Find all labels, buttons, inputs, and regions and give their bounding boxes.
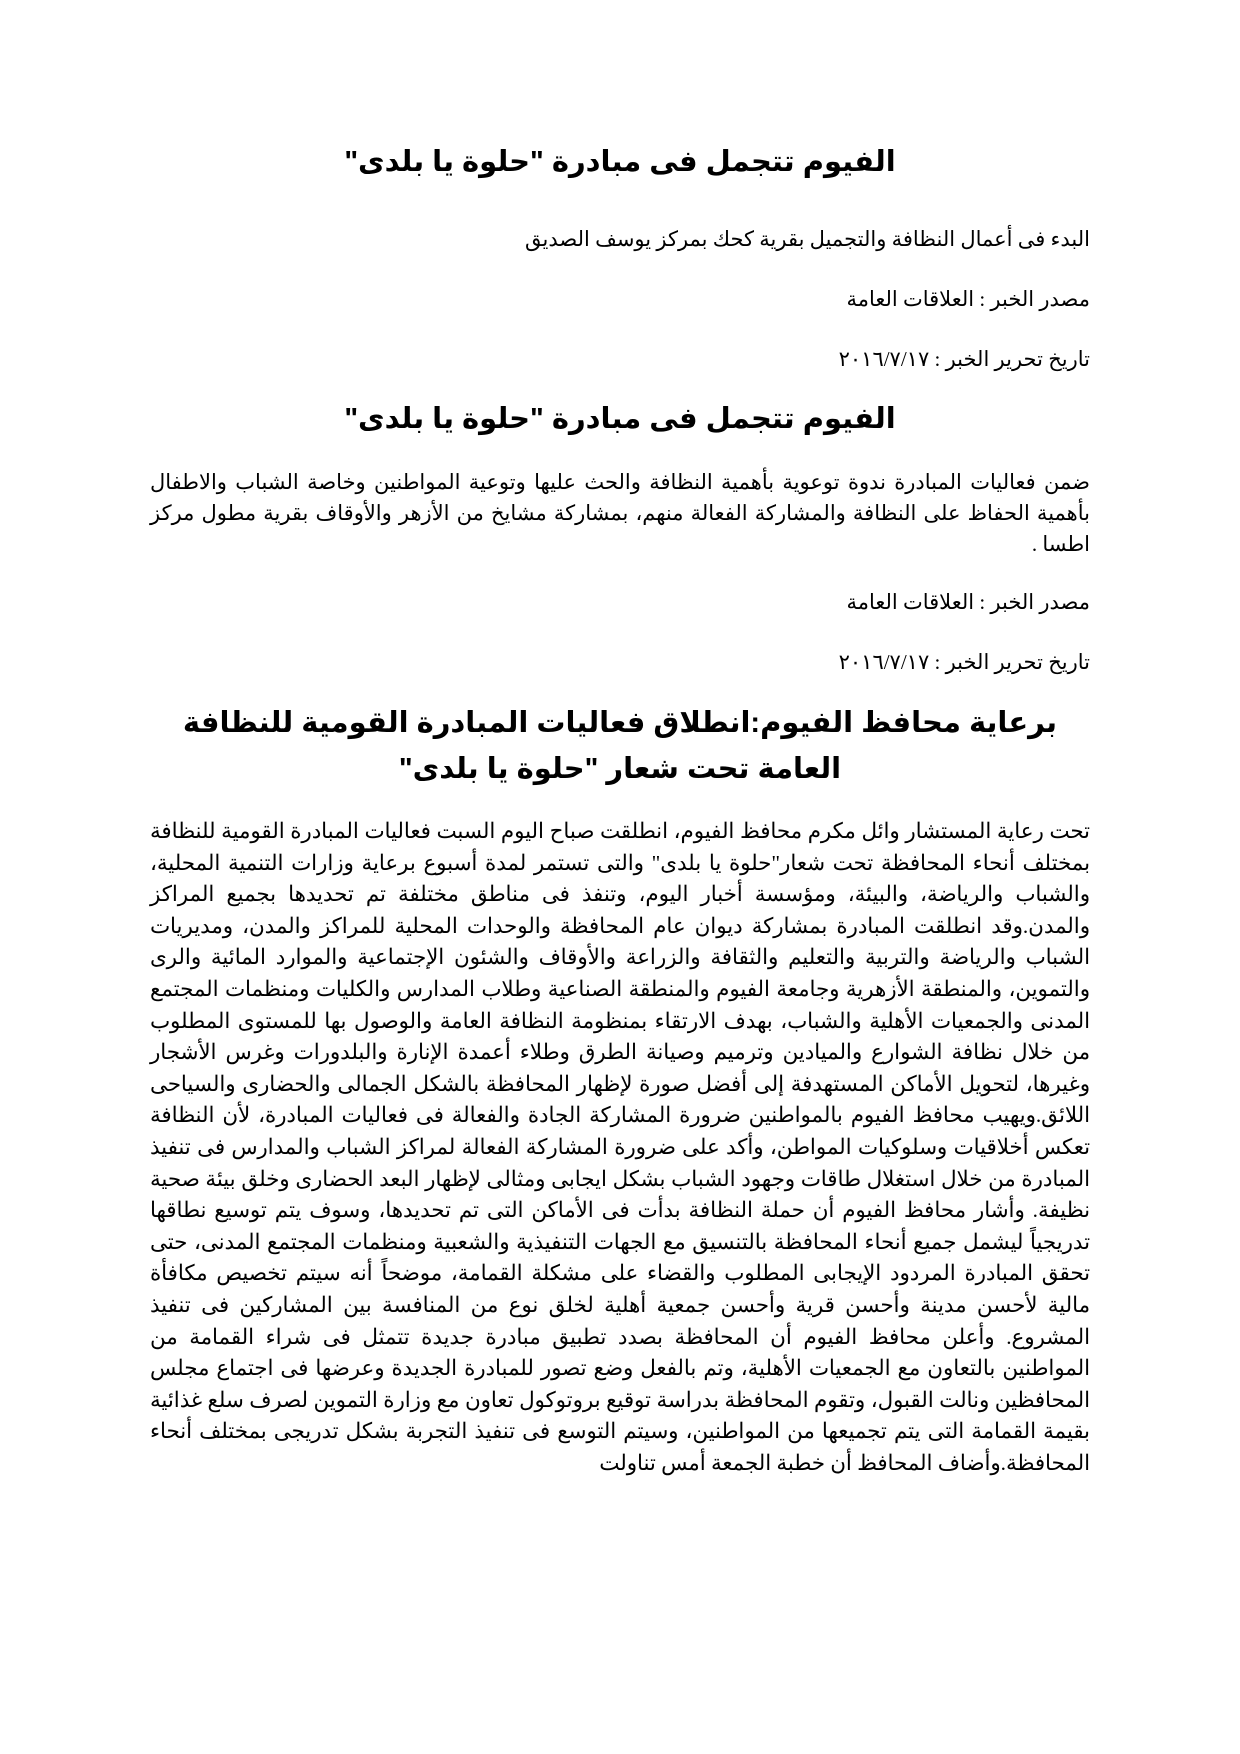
section-2-source: مصدر الخبر : العلاقات العامة xyxy=(846,590,1090,614)
section-1-title: الفيوم تتجمل فى مبادرة "حلوة يا بلدى" xyxy=(344,146,896,178)
section-3-body: تحت رعاية المستشار وائل مكرم محافظ الفيوم، انطلقت صباح اليوم السبت فعاليات المبادرة القومية للنظافة بمختلف أنحاء المحافظة تحت شعار"حلوة يا بلدى" والتى تستمر لمدة أسبوع برعاية وزارات التنمية المحلية، والشباب والرياضة، والبيئة، ومؤسسة أخبار اليوم، وتنفذ فى مناطق مختلفة تم تحديدها بجميع المراكز والمدن.وقد انطلقت المبادرة بمشاركة ديوان عام المحافظة والوحدات المحلية للمراكز والمدن، ومديريات الشباب والرياضة والتربية والتعليم والثقافة والزراعة والأوقاف والشئون الإجتماعية والموارد المائية والرى والتموين، والمنطقة الأزهرية وجامعة الفيوم والمنطقة الصناعية وطلاب المدارس والكليات ومنظمات المجتمع المدنى والجمعيات الأهلية والشباب، بهدف الارتقاء بمنظومة النظافة العامة والوصول بها للمستوى المطلوب من خلال نظافة الشوارع والميادين وترميم وصيانة الطرق وطلاء أعمدة الإنارة والبلدورات وغرس الأشجار وغيرها، لتحويل الأماكن المستهدفة إلى أفضل صورة لإظهار المحافظة بالشكل الجمالى والحضارى والسياحى اللائق.ويهيب محافظ الفيوم بالمواطنين ضرورة المشاركة الجادة والفعالة فى فعاليات المبادرة، لأن النظافة تعكس أخلاقيات وسلوكيات المواطن، وأكد على ضرورة المشاركة الفعالة لمراكز الشباب والمدارس فى تنفيذ المبادرة من خلال استغلال طاقات وجهود الشباب بشكل ايجابى ومثالى لإظهار البعد الحضارى وخلق بيئة صحية نظيفة. وأشار محافظ الفيوم أن حملة النظافة بدأت فى الأماكن التى تم تحديدها، وسوف يتم توسيع نطاقها تدريجياً ليشمل جميع أنحاء المحافظة بالتنسيق مع الجهات التنفيذية والشعبية ومنظمات المجتمع المدنى، حتى تحقق المبادرة المردود الإيجابى المطلوب والقضاء على مشكلة القمامة، موضحاً أنه سيتم تخصيص مكافأة مالية لأحسن مدينة وأحسن قرية وأحسن جمعية أهلية لخلق نوع من المنافسة بين المشاركين فى تنفيذ المشروع. وأعلن محافظ الفيوم أن المحافظة بصدد تطبيق مبادرة جديدة تتمثل فى شراء القمامة من المواطنين بالتعاون مع الجمعيات الأهلية، وتم بالفعل وضع تصور للمبادرة الجديدة وعرضها فى اجتماع مجلس المحافظين ونالت القبول، وتقوم المحافظة بدراسة توقيع بروتوكول تعاون مع وزارة التموين لصرف سلع غذائية بقيمة القمامة التى يتم تجميعها من المواطنين، وسيتم التوسع فى تنفيذ التجربة بشكل تدريجى بمختلف أنحاء المحافظة.وأضاف المحافظ أن خطبة الجمعة أمس تناولت xyxy=(150,819,1090,1475)
section-1-date: تاريخ تحرير الخبر : ٢٠١٦/٧/١٧ xyxy=(838,347,1090,371)
section-1-subtitle: البدء فى أعمال النظافة والتجميل بقرية كحك بمركز يوسف الصديق xyxy=(525,227,1090,251)
section-2-title: الفيوم تتجمل فى مبادرة "حلوة يا بلدى" xyxy=(344,403,896,435)
section-3-title: برعاية محافظ الفيوم:انطلاق فعاليات المبادرة القومية للنظافة العامة تحت شعار "حلوة يا بلدى" xyxy=(182,707,1058,785)
section-2-body: ضمن فعاليات المبادرة ندوة توعوية بأهمية النظافة والحث عليها وتوعية المواطنين وخاصة الشباب والاطفال بأهمية الحفاظ على النظافة والمشاركة الفعالة منهم، بمشاركة مشايخ من الأزهر والأوقاف بقرية مطول مركز اطسا . xyxy=(150,470,1090,556)
document-page xyxy=(150,140,1090,1479)
section-1-source: مصدر الخبر : العلاقات العامة xyxy=(846,287,1090,311)
section-2-date: تاريخ تحرير الخبر : ٢٠١٦/٧/١٧ xyxy=(838,650,1090,674)
